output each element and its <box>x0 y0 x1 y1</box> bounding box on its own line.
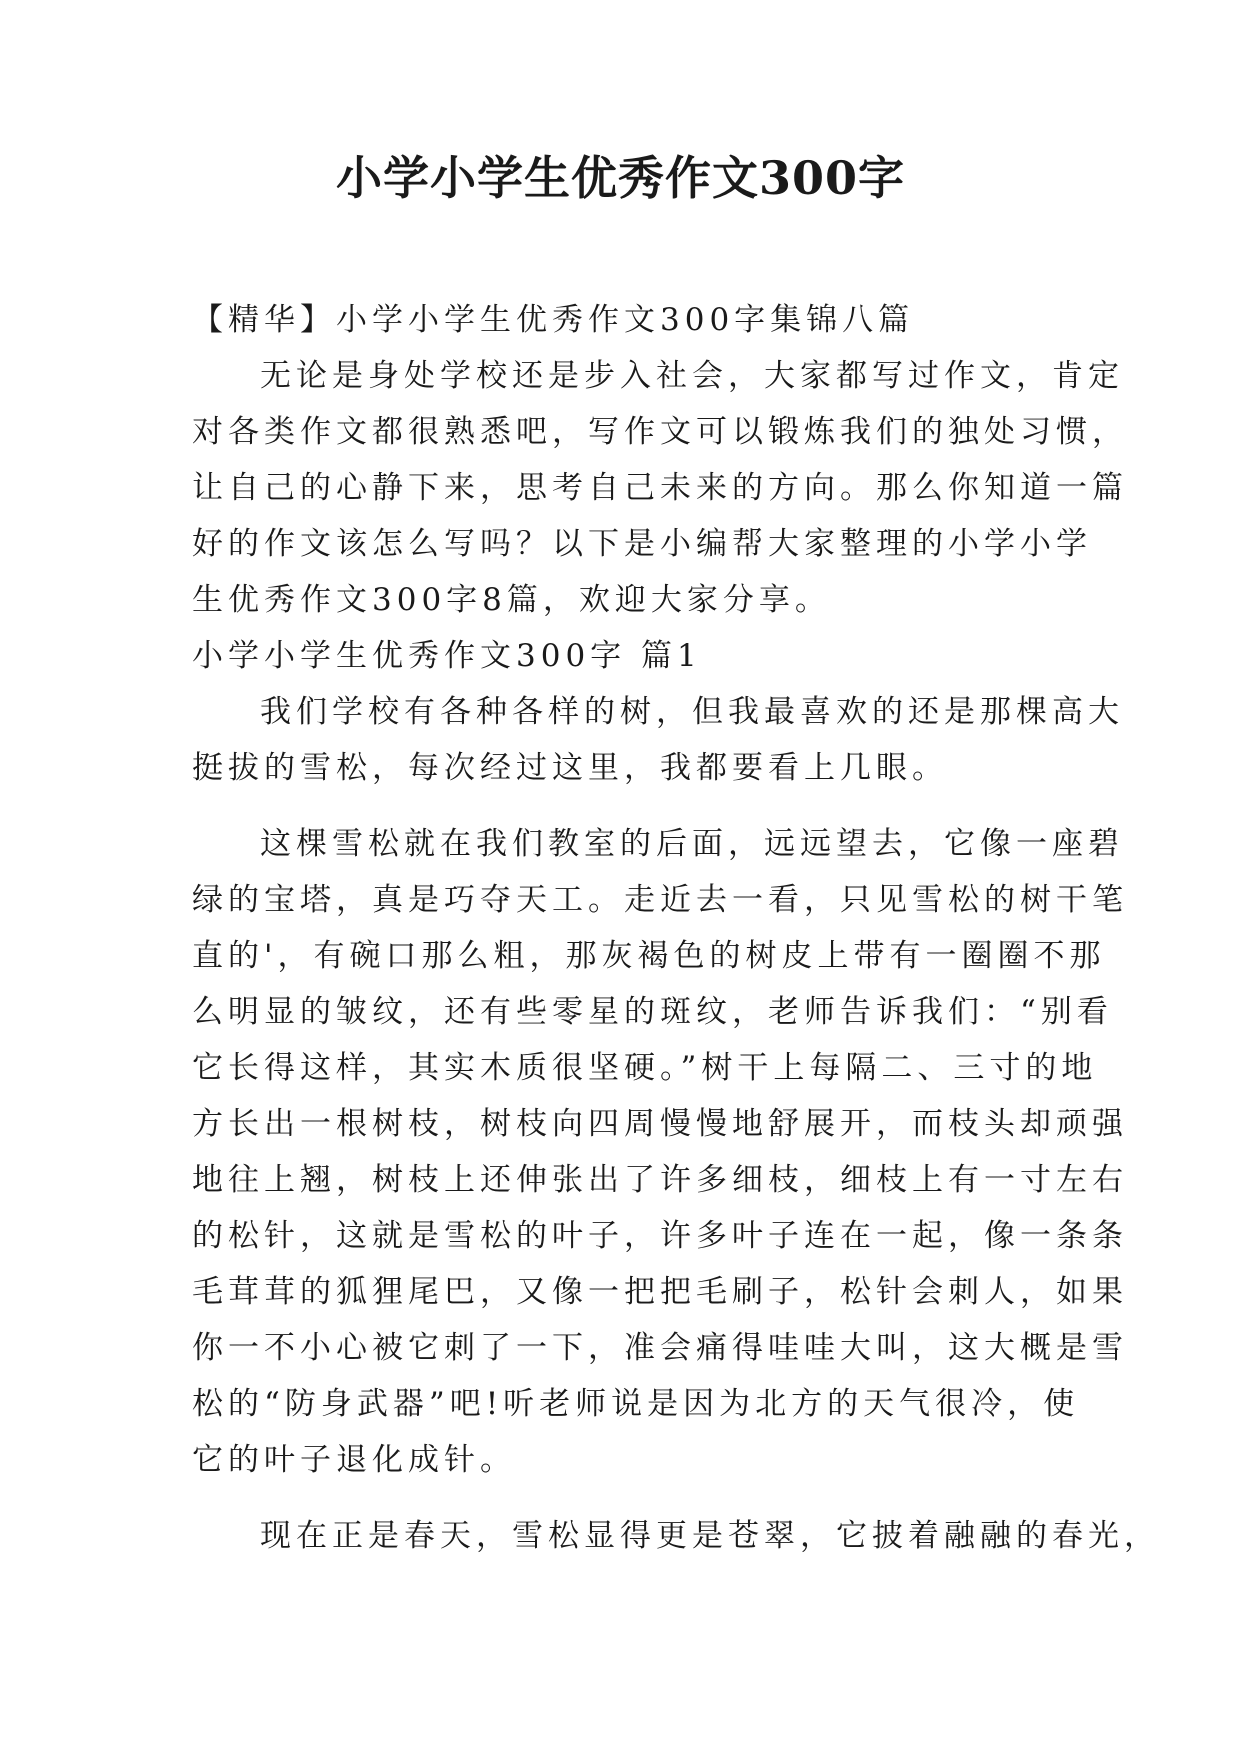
text-line: 方长出一根树枝，树枝向四周慢慢地舒展开，而枝头却顽强 <box>192 1106 1128 1142</box>
text-line: 它长得这样，其实木质很坚硬。”树干上每隔二、三寸的地 <box>192 1050 1098 1086</box>
document-title: 小学小学生优秀作文300字 <box>335 151 906 205</box>
text-line: 【精华】小学小学生优秀作文300字集锦八篇 <box>192 302 915 338</box>
text-line: 地往上翘，树枝上还伸张出了许多细枝，细枝上有一寸左右 <box>192 1162 1128 1198</box>
text-line: 的松针，这就是雪松的叶子，许多叶子连在一起，像一条条 <box>192 1218 1128 1254</box>
text-line: 对各类作文都很熟悉吧，写作文可以锻炼我们的独处习惯， <box>192 414 1128 450</box>
text-line: 好的作文该怎么写吗？以下是小编帮大家整理的小学小学 <box>192 526 1092 562</box>
text-line: 无论是身处学校还是步入社会，大家都写过作文，肯定 <box>260 358 1124 394</box>
text-line: 你一不小心被它刺了一下，准会痛得哇哇大叫，这大概是雪 <box>192 1330 1128 1366</box>
text-line: 我们学校有各种各样的树，但我最喜欢的还是那棵高大 <box>260 694 1124 730</box>
text-line: 它的叶子退化成针。 <box>192 1442 516 1478</box>
text-line: 直的'，有碗口那么粗，那灰褐色的树皮上带有一圈圈不那 <box>192 938 1106 974</box>
document-body <box>192 292 1160 1564</box>
text-line: 松的“防身武器”吧!听老师说是因为北方的天气很冷，使 <box>192 1386 1080 1422</box>
text-line: 这棵雪松就在我们教室的后面，远远望去，它像一座碧 <box>260 826 1124 862</box>
text-line: 小学小学生优秀作文300字 篇1 <box>192 638 702 674</box>
text-line: 现在正是春天，雪松显得更是苍翠，它披着融融的春光， <box>260 1518 1160 1554</box>
text-line: 挺拔的雪松，每次经过这里，我都要看上几眼。 <box>192 750 948 786</box>
text-line: 生优秀作文300字8篇，欢迎大家分享。 <box>192 582 831 618</box>
text-line: 绿的宝塔，真是巧夺天工。走近去一看，只见雪松的树干笔 <box>192 882 1128 918</box>
text-line: 么明显的皱纹，还有些零星的斑纹，老师告诉我们：“别看 <box>192 994 1113 1030</box>
text-line: 让自己的心静下来，思考自己未来的方向。那么你知道一篇 <box>192 470 1128 506</box>
text-line: 毛茸茸的狐狸尾巴，又像一把把毛刷子，松针会刺人，如果 <box>192 1274 1128 1310</box>
